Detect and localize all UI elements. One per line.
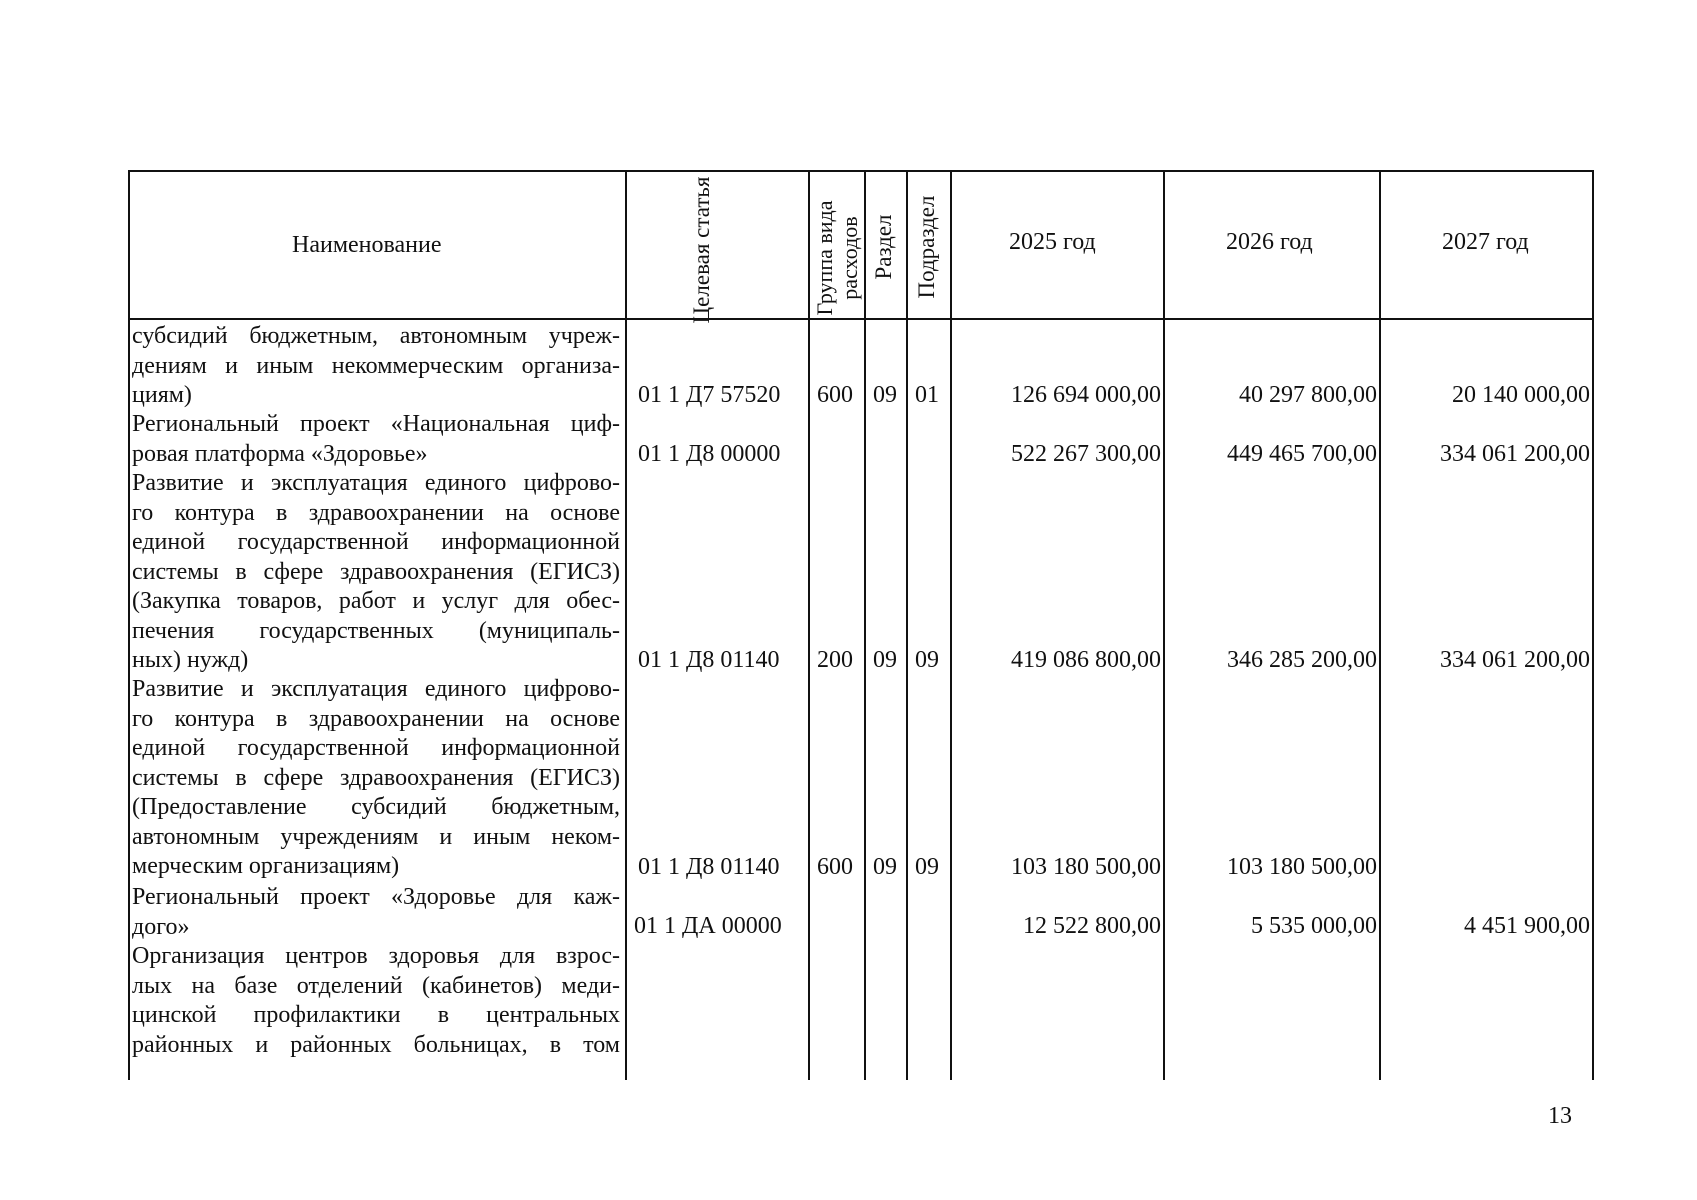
column-border [906, 170, 908, 1080]
header-year-2027: 2027 год [1442, 229, 1529, 255]
column-border [625, 170, 627, 1080]
row-2026: 5 535 000,00 [1251, 913, 1377, 939]
row-section: 09 [873, 382, 897, 408]
column-border [128, 170, 130, 1080]
header-subsection: Подраздел [914, 195, 939, 299]
header-target-article: Целевая статья [689, 176, 714, 324]
row-code: 01 1 Д7 57520 [638, 382, 781, 408]
header-expense-group: Группа вида расходов [812, 200, 862, 316]
row-code: 01 1 ДА 00000 [634, 913, 782, 939]
row-group: 200 [817, 647, 853, 673]
column-border [1163, 170, 1165, 1080]
column-border [950, 170, 952, 1080]
row-code: 01 1 Д8 00000 [638, 441, 781, 467]
column-border [1379, 170, 1381, 1080]
row-group: 600 [817, 382, 853, 408]
row-name: Развитие и эксплуатация единого цифрово- го контура в здравоохранении на основе единой государственной информационной системы в сфере здравоохранения (ЕГИСЗ) (Предоставление субсидий бюджетным, автономным учреждениям и иным неком- мерческим организациям) [132, 676, 620, 879]
row-2025: 126 694 000,00 [1011, 382, 1161, 408]
column-border [864, 170, 866, 1080]
row-2027: 334 061 200,00 [1440, 647, 1590, 673]
row-group: 600 [817, 854, 853, 880]
budget-table [128, 170, 1594, 1080]
row-name: Развитие и эксплуатация единого цифрово- го контура в здравоохранении на основе единой государственной информационной системы в сфере здравоохранения (ЕГИСЗ) (Закупка товаров, работ и услуг для обес- печения государственных (муниципаль- ных) нужд) [132, 470, 620, 673]
row-subsection: 01 [915, 382, 939, 408]
column-border [1592, 170, 1594, 1080]
row-2027: 20 140 000,00 [1452, 382, 1590, 408]
row-section: 09 [873, 854, 897, 880]
row-name: Региональный проект «Здоровье для каж- дого» [132, 884, 620, 940]
row-2025: 12 522 800,00 [1023, 913, 1161, 939]
column-border [808, 170, 810, 1080]
row-code: 01 1 Д8 01140 [638, 647, 780, 673]
row-section: 09 [873, 647, 897, 673]
row-2025: 522 267 300,00 [1011, 441, 1161, 467]
row-subsection: 09 [915, 647, 939, 673]
row-code: 01 1 Д8 01140 [638, 854, 780, 880]
page-number: 13 [1548, 1103, 1572, 1129]
row-name: Организация центров здоровья для взрос- лых на базе отделений (кабинетов) меди- цинской профилактики в центральных районных и районных больницах, в том [132, 943, 620, 1058]
header-name: Наименование [292, 232, 442, 258]
row-2027: 4 451 900,00 [1464, 913, 1590, 939]
row-name: субсидий бюджетным, автономным учреж- дениям и иным некоммерческим организа- циям) [132, 323, 620, 408]
row-2026: 103 180 500,00 [1227, 854, 1377, 880]
row-2027: 334 061 200,00 [1440, 441, 1590, 467]
header-section: Раздел [871, 214, 896, 280]
row-2026: 346 285 200,00 [1227, 647, 1377, 673]
row-2026: 40 297 800,00 [1239, 382, 1377, 408]
header-year-2025: 2025 год [1009, 229, 1096, 255]
row-subsection: 09 [915, 854, 939, 880]
row-2025: 419 086 800,00 [1011, 647, 1161, 673]
row-name: Региональный проект «Национальная циф- ровая платформа «Здоровье» [132, 411, 620, 467]
row-2025: 103 180 500,00 [1011, 854, 1161, 880]
row-2026: 449 465 700,00 [1227, 441, 1377, 467]
header-year-2026: 2026 год [1226, 229, 1313, 255]
